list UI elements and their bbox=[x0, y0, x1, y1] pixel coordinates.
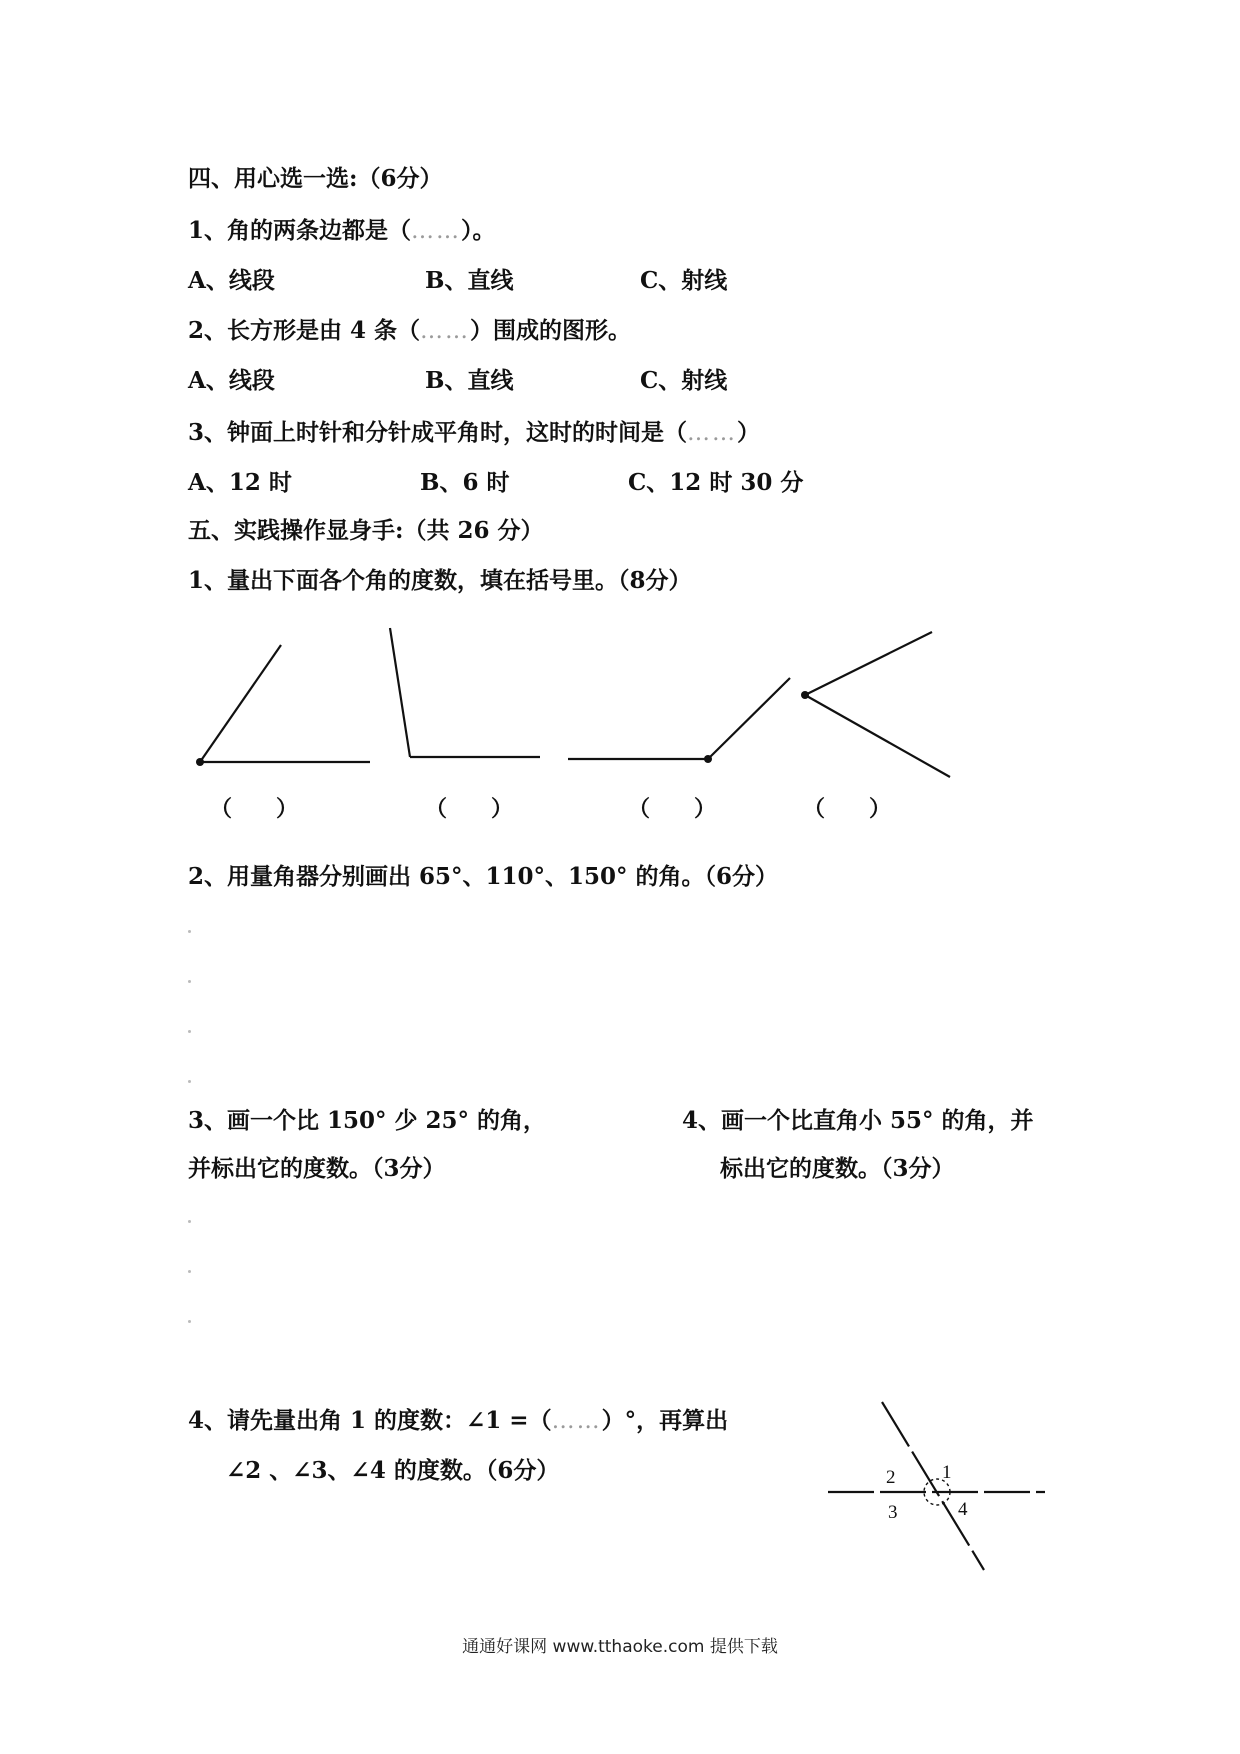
s5-q4-draw-line1: 4、画一个比直角小 55° 的角，并 bbox=[682, 1107, 1034, 1134]
q3-option-b: B、6 时 bbox=[420, 469, 510, 496]
answer-paren-4[interactable]: （ ） bbox=[803, 796, 892, 822]
q4-line1-end: ）°，再算出 bbox=[601, 1407, 729, 1434]
q2-blank: …… bbox=[420, 318, 471, 344]
angle1-ray-slanted bbox=[200, 645, 281, 762]
s5-q3-line1: 3、画一个比 150° 少 25° 的角， bbox=[188, 1107, 547, 1134]
q1-blank: …… bbox=[411, 218, 462, 244]
q3-option-a: A、12 时 bbox=[188, 469, 292, 496]
angle1-vertex bbox=[196, 758, 204, 766]
margin-tick bbox=[188, 930, 191, 933]
q3-option-c: C、12 时 30 分 bbox=[628, 469, 804, 496]
q1-option-a: A、线段 bbox=[188, 267, 275, 294]
q2-option-c: C、射线 bbox=[640, 367, 728, 394]
q2-stem-b: ）围成的图形。 bbox=[470, 317, 632, 344]
footer-credit: 通通好课网 www.tthaoke.com 提供下载 bbox=[462, 1637, 778, 1657]
slanted-line bbox=[882, 1402, 984, 1570]
q4-blank: …… bbox=[551, 1408, 602, 1434]
q1-stem-a: 1、角的两条边都是（ bbox=[188, 217, 412, 244]
angle3-vertex bbox=[704, 755, 712, 763]
q1-stem-b: ）。 bbox=[461, 217, 496, 244]
angle2-ray-vertical bbox=[390, 628, 410, 757]
angle-label-1: 1 bbox=[942, 1462, 952, 1483]
angle4-ray-lower bbox=[805, 695, 950, 777]
angle-label-4: 4 bbox=[958, 1499, 968, 1520]
s5-q4-draw-line2: 标出它的度数。（3分） bbox=[720, 1155, 955, 1182]
angle3-ray-slanted bbox=[708, 678, 790, 759]
angle-label-2: 2 bbox=[886, 1467, 896, 1488]
margin-tick bbox=[188, 1030, 191, 1033]
answer-paren-3[interactable]: （ ） bbox=[628, 796, 717, 822]
angles-figure bbox=[0, 0, 1240, 820]
intersecting-lines-figure bbox=[820, 1390, 1060, 1590]
q4-line1-start: 4、请先量出角 1 的度数：∠1 =（ bbox=[188, 1407, 552, 1434]
q1-option-c: C、射线 bbox=[640, 267, 728, 294]
section5-heading: 五、实践操作显身手:（共 26 分） bbox=[188, 517, 544, 544]
answer-paren-1[interactable]: （ ） bbox=[210, 796, 299, 822]
q2-option-a: A、线段 bbox=[188, 367, 275, 394]
margin-tick bbox=[188, 1270, 191, 1273]
s5-q1-text: 1、量出下面各个角的度数，填在括号里。（8分） bbox=[188, 567, 692, 594]
margin-tick bbox=[188, 980, 191, 983]
angle4-vertex bbox=[801, 691, 809, 699]
s5-q4-measure-line2: ∠2 、∠3、∠4 的度数。（6分） bbox=[226, 1457, 560, 1484]
margin-tick bbox=[188, 1220, 191, 1223]
s5-q3-line2: 并标出它的度数。（3分） bbox=[188, 1155, 446, 1182]
angle4-ray-upper bbox=[805, 632, 932, 695]
angle-label-3: 3 bbox=[888, 1502, 898, 1523]
margin-tick bbox=[188, 1080, 191, 1083]
answer-paren-2[interactable]: （ ） bbox=[425, 796, 514, 822]
s5-q2-text: 2、用量角器分别画出 65°、110°、150° 的角。（6分） bbox=[188, 863, 779, 890]
q3-stem-a: 3、钟面上时针和分针成平角时，这时的时间是（ bbox=[188, 419, 688, 446]
q2-stem-a: 2、长方形是由 4 条（ bbox=[188, 317, 421, 344]
s5-q4-measure-line1 bbox=[188, 1406, 728, 1436]
section4-heading: 四、用心选一选:（6分） bbox=[188, 165, 443, 192]
q3-blank: …… bbox=[687, 420, 738, 446]
q2-option-b: B、直线 bbox=[425, 367, 514, 394]
margin-tick bbox=[188, 1320, 191, 1323]
q1-option-b: B、直线 bbox=[425, 267, 514, 294]
q3-stem-b: ） bbox=[737, 419, 761, 446]
